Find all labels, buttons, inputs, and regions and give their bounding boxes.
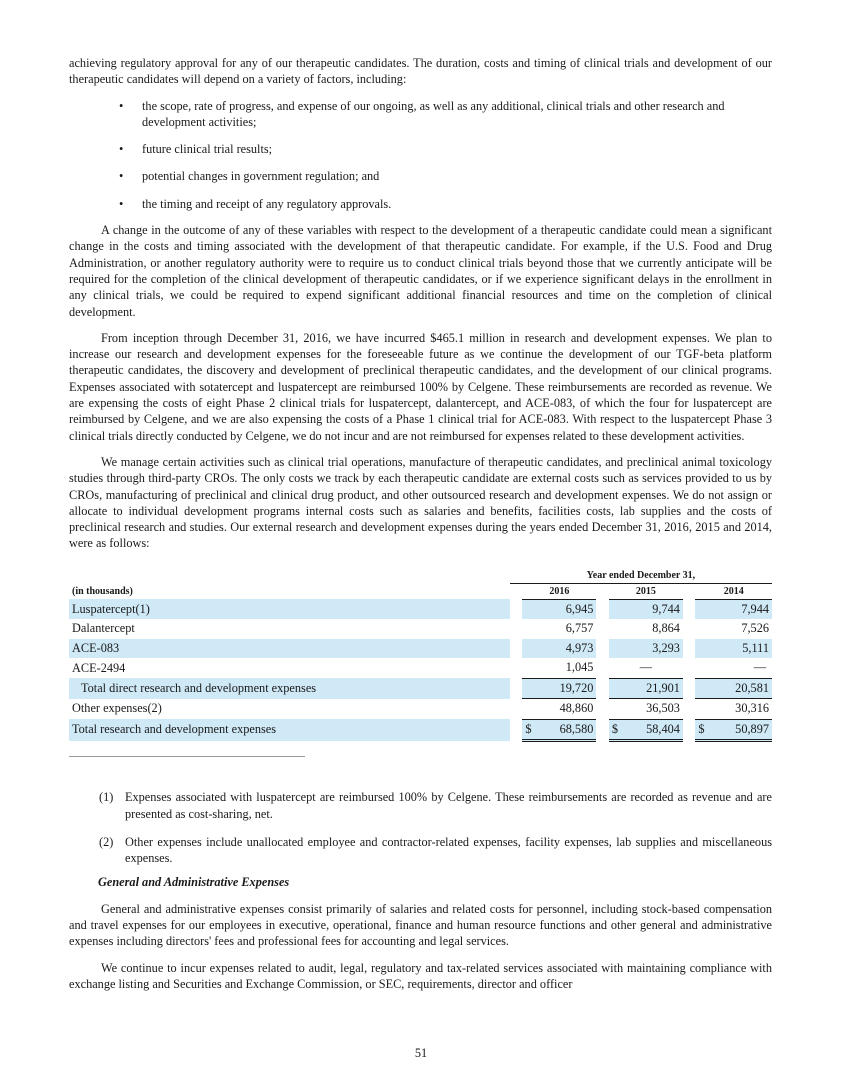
bullet-icon: • [119,142,124,157]
row-label: Dalantercept [72,621,135,636]
table-row [69,619,772,639]
unit-label: (in thousands) [72,585,133,597]
currency-symbol: $ [698,721,705,736]
cell-value: 6,757 [565,621,594,636]
cell-value: 6,945 [522,599,596,619]
table-row [69,699,772,720]
body-paragraph: We continue to incur expenses related to audit, legal, regulatory and tax-related services associated with maintaining compliance with exchange listing and Securities and Exchange Commission, or SEC, requirements, director and officer [69,960,772,991]
body-paragraph: General and administrative expenses consist primarily of salaries and related costs for personnel, including stock-based compensation and travel expenses for our employees in executive, operational, finance and human resource functions and other general and administrative expenses including directors' fees and professional fees for accounting and legal services. [69,901,772,949]
body-paragraph: From inception through December 31, 2016, we have incurred $465.1 million in research and development expenses. We plan to increase our research and development expenses for the foreseeable future as we continue the development of our TGF-beta platform therapeutic candidates, the discovery and development of preclinical therapeutic candidates, and the development of our clinical programs. Expenses associated with sotatercept and luspatercept are reimbursed 100% by Celgene. These reimbursements are recorded as revenue. We are expensing the costs of eight Phase 2 clinical trials for luspatercept, dalantercept, and ACE-083, of which the four for luspatercept are reimbursed by Celgene, and we are also expensing the costs of a Phase 1 clinical trial for ACE-083. With respect to the luspatercept Phase 3 clinical trials directly conducted by Celgene, we do not incur and are not reimbursed for expenses related to these development activities. [69,330,772,443]
body-paragraph: A change in the outcome of any of these variables with respect to the development of a therapeutic candidate could mean a significant change in the costs and timing associated with the development of that therapeutic candidate. For example, if the U.S. Food and Drug Administration, or another regulatory authority were to require us to conduct clinical trials beyond those that we currently anticipate will be required for the completion of the clinical development of therapeutic candidates, or if we experience significant delays in the enrollment in any clinical trials, we could be required to expend significant additional financial resources and time on the completion of clinical development. [69,223,772,319]
cell-value: 20,581 [695,678,772,699]
cell-value: 5,111 [695,639,772,659]
table-row [69,658,772,678]
year-header: 2016 [522,583,596,599]
cell-value: 36,503 [609,699,683,720]
cell-value: 3,293 [609,639,683,659]
currency-symbol: $ [611,721,619,736]
footnote-text: Expenses associated with luspatercept are reimbursed 100% by Celgene. These reimbursements are recorded as revenue and are presented as cost-sharing, net. [125,790,772,821]
rd-expenses-table [69,568,772,743]
table-row [69,678,772,699]
year-header: 2015 [609,583,683,599]
list-item [69,196,772,212]
cell-value: — [609,658,683,678]
cell-value: 30,316 [695,699,772,720]
row-label: Total direct research and development expenses [69,678,510,699]
page-number: 51 [414,1046,428,1060]
list-item [69,98,772,131]
footnote-mark: (2) [99,834,114,849]
bullet-icon: • [119,196,124,211]
cell-value: 9,744 [609,599,683,619]
body-paragraph: We manage certain activities such as clinical trial operations, manufacture of therapeutic candidates, and preclinical animal toxicology studies through third-party CROs. The only costs we track by each therapeutic candidate are external costs such as services provided to us by CROs, manufacturing of preclinical and clinical drug product, and other outsourced research and development expenses. We do not assign or allocate to individual development programs internal costs such as salaries and benefits, facilities costs, lab supplies and the costs of preclinical research and studies. Our external research and development expenses during the years ended December 31, 2016, 2015 and 2014, were as follows: [69,454,772,551]
list-item-text: future clinical trial results; [142,142,273,157]
row-label: Luspatercept(1) [69,599,510,619]
footnote-divider [69,756,305,757]
list-item-text: potential changes in government regulation; and [142,169,380,184]
period-header: Year ended December 31, [510,568,772,584]
row-label: Other expenses(2) [72,701,162,716]
footnote-mark: (1) [99,790,114,805]
list-item [69,141,772,157]
cell-value: $ 50,897 [695,719,772,741]
bullet-icon: • [119,169,124,184]
cell-value: 7,526 [741,621,769,636]
cell-value: — [695,658,772,678]
list-item-text: the scope, rate of progress, and expense of our ongoing, as well as any additional, clinical trials and other research and development activities; [142,98,725,129]
cell-value: $ 58,404 [609,719,683,741]
footnote [69,789,772,822]
list-item-text: the timing and receipt of any regulatory approvals. [142,196,392,211]
table-row [69,639,772,659]
factor-list [69,98,772,212]
row-label: ACE-083 [69,639,510,659]
cell-value: 48,860 [522,699,596,720]
cell-value: $ 68,580 [522,719,596,741]
cell-value: 4,973 [522,639,596,659]
bullet-icon: • [119,98,124,113]
row-label: ACE-2494 [72,660,126,675]
cell-value: 19,720 [522,678,596,699]
footnote-text: Other expenses include unallocated employee and contractor-related expenses, facility expenses, lab supplies and miscellaneous expenses. [125,834,772,866]
document-page [69,55,772,992]
table-row-total [69,719,772,741]
cell-value: 21,901 [609,678,683,699]
footnote [69,834,772,867]
currency-symbol: $ [525,721,532,736]
cell-value: 1,045 [522,658,596,678]
section-heading: General and Administrative Expenses [98,875,290,890]
year-header: 2014 [695,583,772,599]
intro-paragraph: achieving regulatory approval for any of our therapeutic candidates. The duration, costs and timing of clinical trials and development of our therapeutic candidates will depend on a variety of factors, including: [69,56,772,87]
table-row [69,599,772,619]
table-header-row [69,583,772,599]
cell-value: 7,944 [695,599,772,619]
cell-value: 8,864 [652,621,680,636]
table-header-row [69,568,772,584]
row-label: Total research and development expenses [69,719,510,741]
list-item [69,168,772,184]
